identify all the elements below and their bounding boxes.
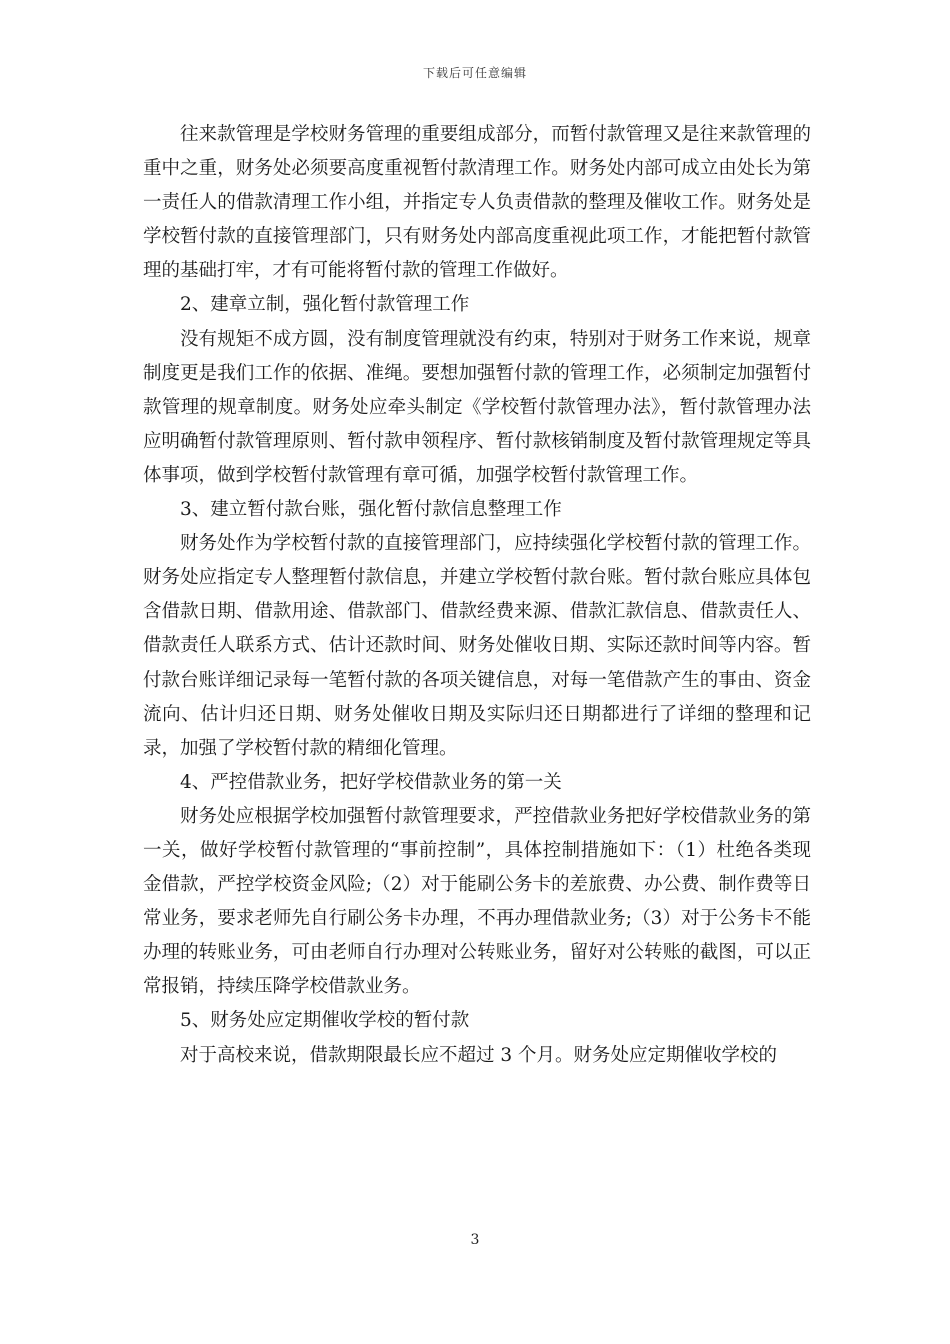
section-heading: 4、严控借款业务，把好学校借款业务的第一关 <box>180 771 562 793</box>
page-number: 3 <box>470 1232 480 1248</box>
paragraph: 没有规矩不成方圆，没有制度管理就没有约束，特别对于财务工作来说，规章制度更是我们工作的依据、准绳。要想加强暂付款的管理工作，必须制定加强暂付款管理的规章制度。财务处应牵头制定《学校暂付款管理办法》，暂付款管理办法应明确暂付款管理原则、暂付款申领程序、暂付款核销制度及暂付款管理规定等具体事项，做到学校暂付款管理有章可循，加强学校暂付款管理工作。 <box>143 328 811 486</box>
section-heading: 2、建章立制，强化暂付款管理工作 <box>180 294 470 316</box>
section-heading: 5、财务处应定期催收学校的暂付款 <box>180 1010 470 1032</box>
document-body <box>143 118 811 1073</box>
paragraph: 对于高校来说，借款期限最长应不超过 3 个月。财务处应定期催收学校的 <box>180 1044 778 1066</box>
section-heading: 3、建立暂付款台账，强化暂付款信息整理工作 <box>180 499 562 521</box>
paragraph: 往来款管理是学校财务管理的重要组成部分，而暂付款管理又是往来款管理的重中之重，财务处必须要高度重视暂付款清理工作。财务处内部可成立由处长为第一责任人的借款清理工作小组，并指定专人负责借款的整理及催收工作。财务处是学校暂付款的直接管理部门，只有财务处内部高度重视此项工作，才能把暂付款管理的基础打牢，才有可能将暂付款的管理工作做好。 <box>143 124 811 282</box>
page-header: 下载后可任意编辑 <box>422 66 527 80</box>
paragraph: 财务处作为学校暂付款的直接管理部门，应持续强化学校暂付款的管理工作。财务处应指定专人整理暂付款信息，并建立学校暂付款台账。暂付款台账应具体包含借款日期、借款用途、借款部门、借款经费来源、借款汇款信息、借款责任人、借款责任人联系方式、估计还款时间、财务处催收日期、实际还款时间等内容。暂付款台账详细记录每一笔暂付款的各项关键信息，对每一笔借款产生的事由、资金流向、估计归还日期、财务处催收日期及实际归还日期都进行了详细的整理和记录，加强了学校暂付款的精细化管理。 <box>143 533 811 759</box>
paragraph: 财务处应根据学校加强暂付款管理要求，严控借款业务把好学校借款业务的第一关，做好学校暂付款管理的“事前控制”，具体控制措施如下：（1）杜绝各类现金借款，严控学校资金风险;（2）对于能刷公务卡的差旅费、办公费、制作费等日常业务，要求老师先自行刷公务卡办理，不再办理借款业务;（3）对于公务卡不能办理的转账业务，可由老师自行办理对公转账业务，留好对公转账的截图，可以正常报销，持续压降学校借款业务。 <box>143 805 811 998</box>
